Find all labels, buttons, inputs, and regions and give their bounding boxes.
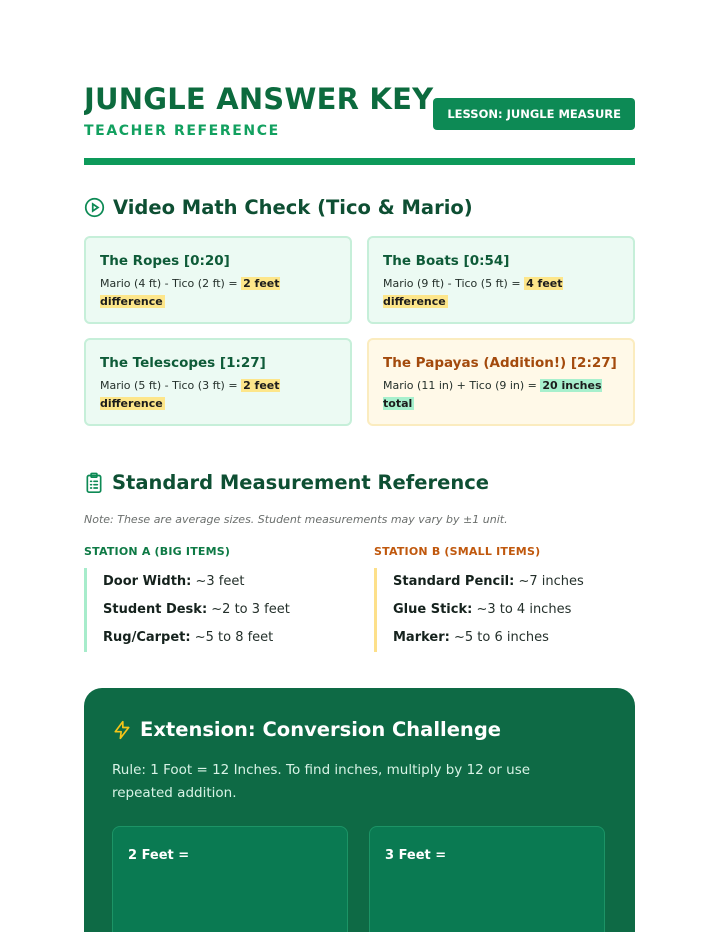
item-value: ~7 inches (514, 574, 584, 589)
answer-value: 2 feet (243, 277, 280, 290)
answer-tail: difference (100, 397, 163, 410)
card-title: The Papayas (Addition!) [2:27] (383, 355, 617, 371)
answer-value: 20 inches (542, 379, 602, 392)
page-title: JUNGLE ANSWER KEY (84, 82, 434, 116)
extension-heading (112, 718, 501, 741)
card-equation (383, 275, 619, 311)
list-item (103, 624, 324, 652)
item-name: Rug/Carpet: (103, 630, 191, 645)
standard-section-title: Standard Measurement Reference (112, 471, 490, 494)
card-equation (383, 377, 619, 413)
card-title: The Ropes [0:20] (100, 253, 230, 269)
card-title: The Boats [0:54] (383, 253, 510, 269)
equation-text: Mario (11 in) + Tico (9 in) = (383, 379, 541, 392)
station-a-list (84, 568, 324, 652)
lightning-bolt-icon (112, 719, 132, 741)
extension-title: Extension: Conversion Challenge (140, 718, 501, 741)
list-item (393, 568, 614, 596)
conversion-box-2-feet (112, 826, 348, 932)
card-equation (100, 275, 336, 311)
item-name: Marker: (393, 630, 450, 645)
header-divider (84, 158, 635, 165)
item-name: Student Desk: (103, 602, 208, 617)
item-name: Glue Stick: (393, 602, 473, 617)
conversion-prompt: 2 Feet = (128, 848, 190, 863)
list-item (393, 624, 614, 652)
station-b-label: STATION B (SMALL ITEMS) (374, 545, 541, 558)
item-value: ~2 to 3 feet (207, 602, 290, 617)
video-card-telescopes (84, 338, 352, 426)
video-card-ropes (84, 236, 352, 324)
answer-tail: difference (100, 295, 163, 308)
item-name: Standard Pencil: (393, 574, 515, 589)
play-circle-icon (84, 197, 105, 218)
card-title: The Telescopes [1:27] (100, 355, 266, 371)
extension-panel (84, 688, 635, 932)
answer-value: 2 feet (243, 379, 280, 392)
conversion-box-3-feet (369, 826, 605, 932)
video-card-boats (367, 236, 635, 324)
answer-key-page (84, 0, 636, 932)
item-value: ~3 feet (191, 574, 245, 589)
extension-rule: Rule: 1 Foot = 12 Inches. To find inches, multiply by 12 or use repeated addition. (112, 762, 531, 801)
conversion-prompt: 3 Feet = (385, 848, 447, 863)
item-name: Door Width: (103, 574, 192, 589)
equation-text: Mario (5 ft) - Tico (3 ft) = (100, 379, 242, 392)
answer-tail: total (383, 397, 413, 410)
video-section-heading (84, 196, 473, 219)
answer-tail: difference (383, 295, 446, 308)
list-item (103, 596, 324, 624)
measurement-note: Note: These are average sizes. Student measurements may vary by ±1 unit. (84, 513, 508, 526)
lesson-badge: LESSON: JUNGLE MEASURE (433, 98, 635, 130)
item-value: ~5 to 8 feet (190, 630, 274, 645)
equation-text: Mario (9 ft) - Tico (5 ft) = (383, 277, 525, 290)
list-item (393, 596, 614, 624)
video-card-papayas (367, 338, 635, 426)
list-item (103, 568, 324, 596)
item-value: ~5 to 6 inches (449, 630, 549, 645)
station-a-label: STATION A (BIG ITEMS) (84, 545, 231, 558)
item-value: ~3 to 4 inches (472, 602, 572, 617)
card-equation (100, 377, 336, 413)
station-b-list (374, 568, 614, 652)
page-subtitle: TEACHER REFERENCE (84, 123, 280, 139)
standard-section-heading (84, 471, 489, 494)
equation-text: Mario (4 ft) - Tico (2 ft) = (100, 277, 242, 290)
video-section-title: Video Math Check (Tico & Mario) (113, 196, 473, 219)
clipboard-icon (84, 472, 104, 494)
answer-value: 4 feet (526, 277, 563, 290)
